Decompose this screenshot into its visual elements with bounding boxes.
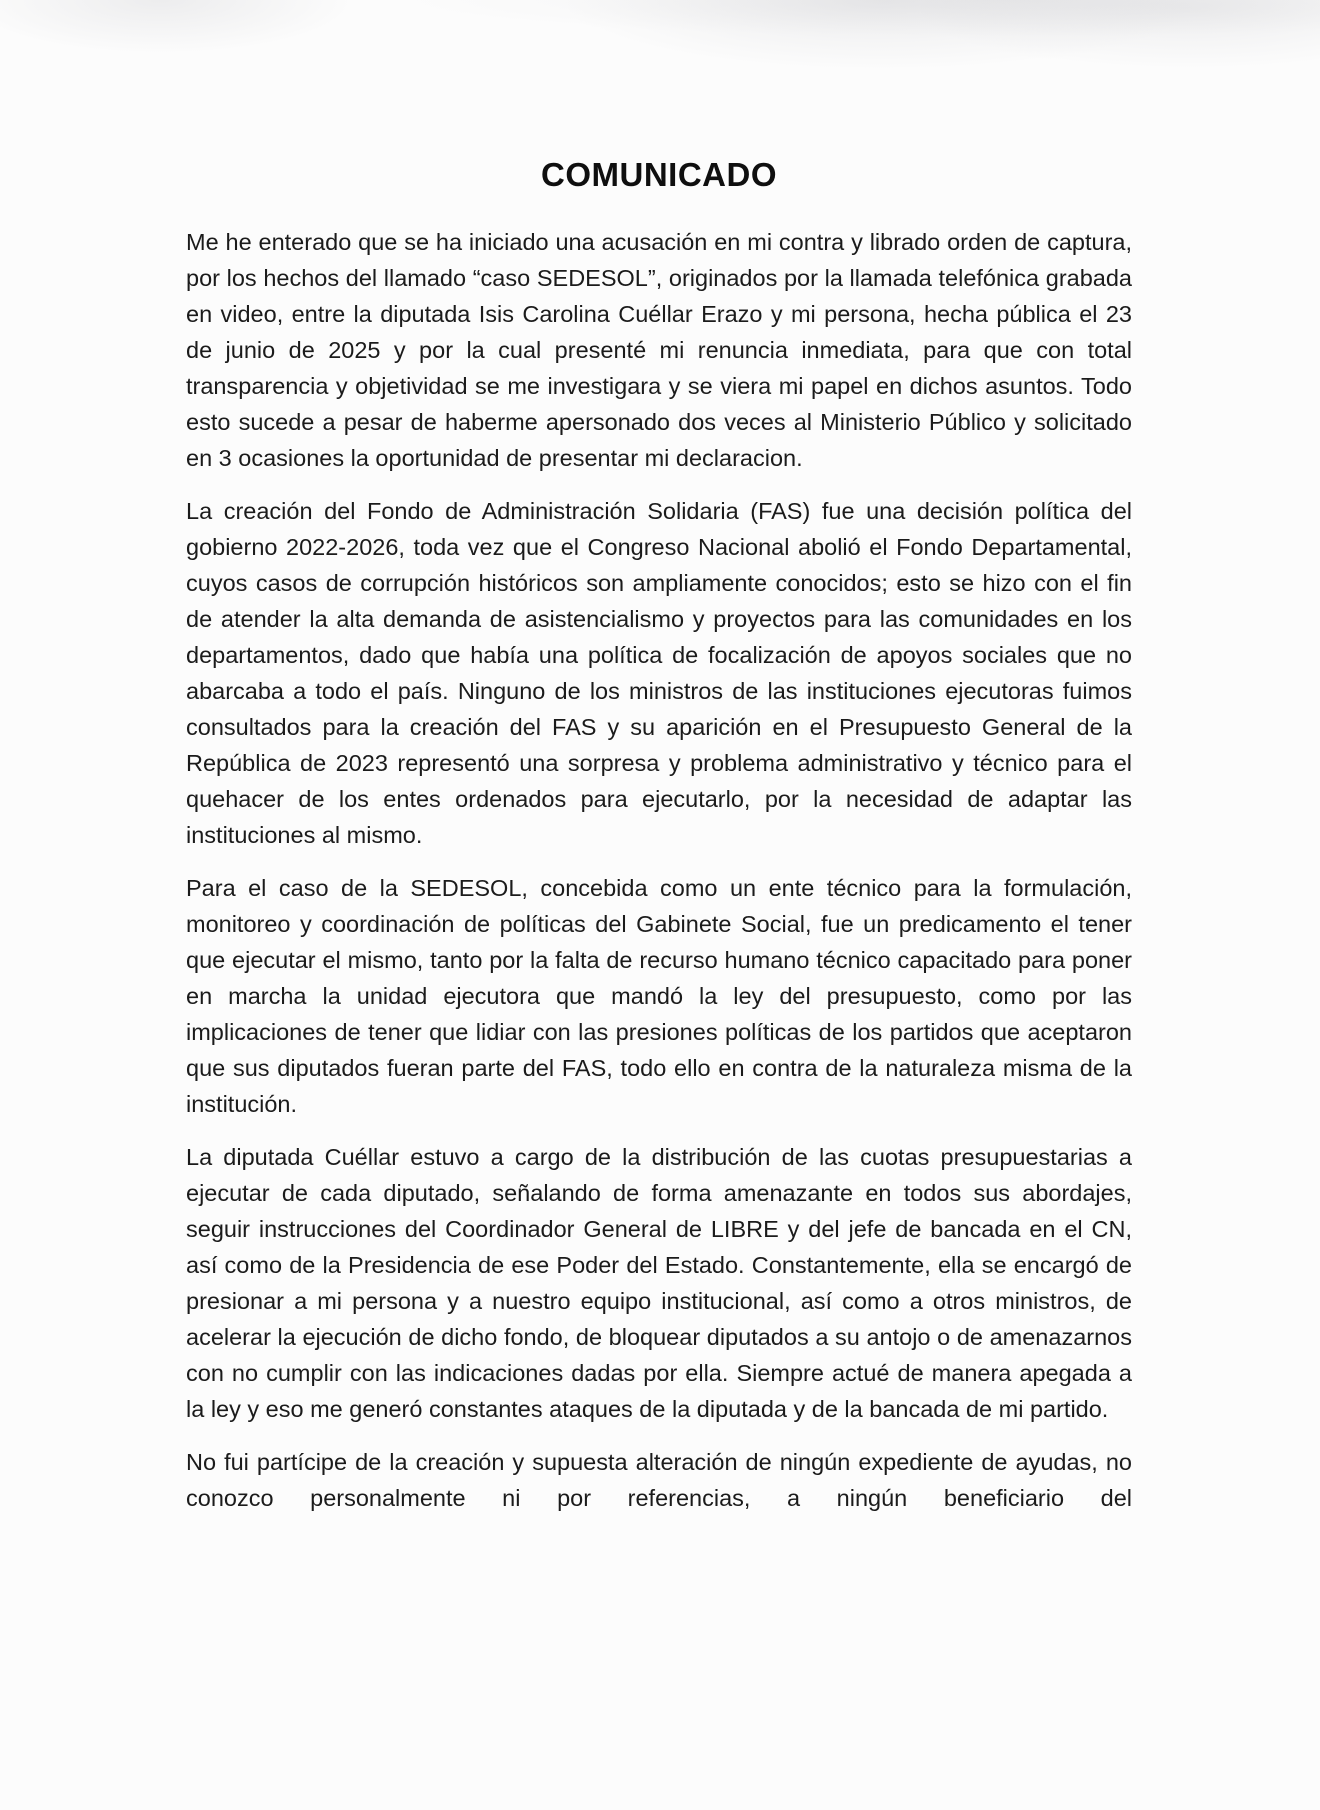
paragraph-2: La creación del Fondo de Administración Solidaria (FAS) fue una decisión política del gobierno 2022-2026, toda vez que el Congreso Nacional abolió el Fondo Departamental, cuyos casos de corrupción históricos son ampliamente conocidos; esto se hizo con el fin de atender la alta demanda de asistencialismo y proyectos para las comunidades en los departamentos, dado que había una política de focalización de apoyos sociales que no abarcaba a todo el país. Ninguno de los ministros de las instituciones ejecutoras fuimos consultados para la creación del FAS y su aparición en el Presupuesto General de la República de 2023 representó una sorpresa y problema administrativo y técnico para el quehacer de los entes ordenados para ejecutarlo, por la necesidad de adaptar las instituciones al mismo.: [186, 498, 1132, 848]
paragraph-1: Me he enterado que se ha iniciado una acusación en mi contra y librado orden de captura, por los hechos del llamado “caso SEDESOL”, originados por la llamada telefónica grabada en video, entre la diputada Isis Carolina Cuéllar Erazo y mi persona, hecha pública el 23 de junio de 2025 y por la cual presenté mi renuncia inmediata, para que con total transparencia y objetividad se me investigara y se viera mi papel en dichos asuntos. Todo esto sucede a pesar de haberme apersonado dos veces al Ministerio Público y solicitado en 3 ocasiones la oportunidad de presentar mi declaracion.: [186, 229, 1132, 471]
paragraph-3: Para el caso de la SEDESOL, concebida como un ente técnico para la formulación, monitoreo y coordinación de políticas del Gabinete Social, fue un predicamento el tener que ejecutar el mismo, tanto por la falta de recurso humano técnico capacitado para poner en marcha la unidad ejecutora que mandó la ley del presupuesto, como por las implicaciones de tener que lidiar con las presiones políticas de los partidos que aceptaron que sus diputados fueran parte del FAS, todo ello en contra de la naturaleza misma de la institución.: [186, 875, 1132, 1117]
paragraph-5-cutoff: No fui partícipe de la creación y supuesta alteración de ningún expediente de ayudas, no conozco personalmente ni por referencias, a ningún beneficiario del: [186, 1449, 1132, 1511]
paragraph-4: La diputada Cuéllar estuvo a cargo de la distribución de las cuotas presupuestarias a ejecutar de cada diputado, señalando de forma amenazante en todos sus abordajes, seguir instrucciones del Coordinador General de LIBRE y del jefe de bancada en el CN, así como de la Presidencia de ese Poder del Estado. Constantemente, ella se encargó de presionar a mi persona y a nuestro equipo institucional, así como a otros ministros, de acelerar la ejecución de dicho fondo, de bloquear diputados a su antojo o de amenazarnos con no cumplir con las indicaciones dadas por ella. Siempre actué de manera apegada a la ley y eso me generó constantes ataques de la diputada y de la bancada de mi partido.: [186, 1144, 1132, 1422]
document-title: COMUNICADO: [541, 156, 777, 193]
